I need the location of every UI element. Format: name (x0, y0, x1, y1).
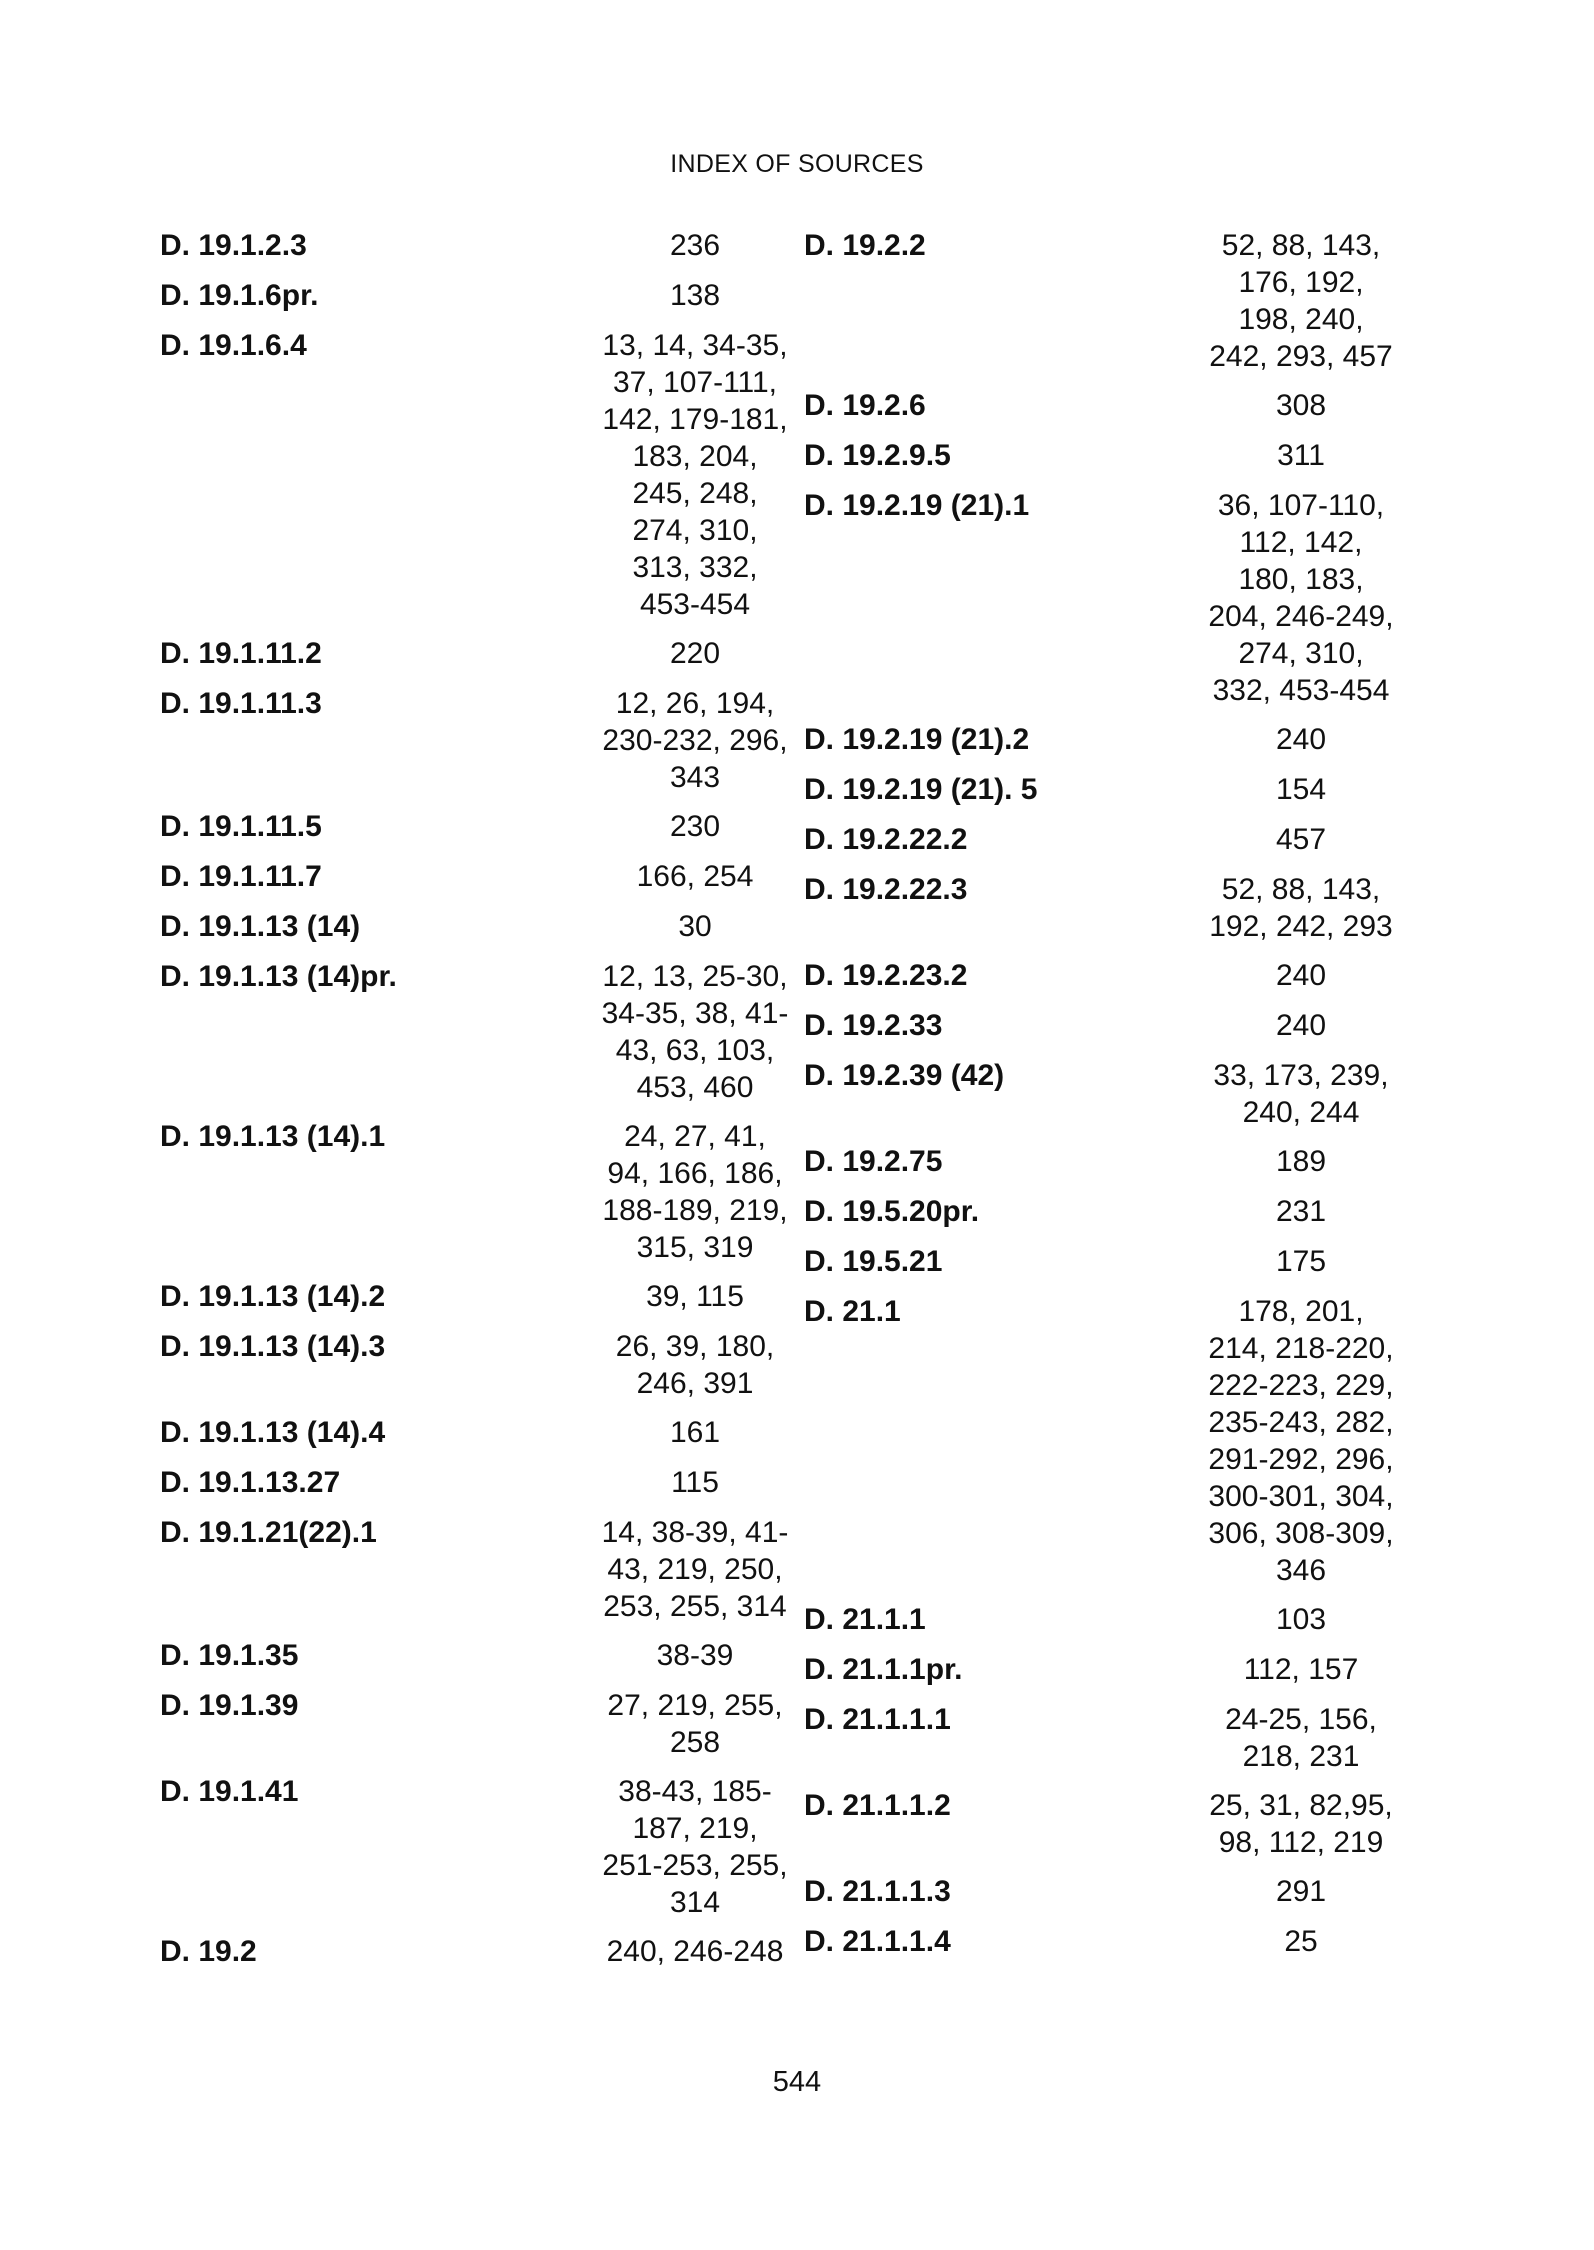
index-entry (160, 635, 800, 673)
index-entry (160, 685, 800, 796)
page-references (590, 277, 800, 314)
page-reference-line: 240, 246-248 (606, 1935, 784, 1968)
page-references (590, 908, 800, 945)
index-entry (804, 437, 1444, 475)
page-reference-line: 52, 88, 143, (1221, 229, 1381, 262)
page-reference-line: 314 (669, 1886, 721, 1919)
running-header: INDEX OF SOURCES (670, 150, 924, 178)
source-reference: D. 19.1.11.5 (160, 810, 322, 843)
source-reference: D. 19.1.13.27 (160, 1466, 341, 1499)
index-entry (804, 1007, 1444, 1045)
page-reference-line: 453-454 (639, 588, 751, 621)
page-reference-line: 112, 142, (1239, 526, 1363, 559)
page-reference-line: 161 (669, 1416, 721, 1449)
page-reference-line: 138 (669, 279, 721, 312)
page-references (1191, 1293, 1411, 1589)
page-reference-line: 27, 219, 255, (607, 1689, 783, 1722)
page-reference-line: 204, 246-249, (1208, 600, 1394, 633)
page-references (1191, 1007, 1411, 1044)
page-reference-line: 142, 179-181, (602, 403, 788, 436)
index-entry (804, 387, 1444, 425)
index-entry (160, 227, 800, 265)
page-references (590, 858, 800, 895)
page-reference-line: 343 (669, 761, 721, 794)
index-entry (160, 1687, 800, 1761)
page-reference-line: 235-243, 282, (1208, 1406, 1394, 1439)
page-reference-line: 242, 293, 457 (1209, 340, 1393, 373)
index-entry (804, 1787, 1444, 1861)
source-reference: D. 19.1.11.3 (160, 687, 322, 720)
page-reference-line: 38-39 (656, 1639, 734, 1672)
source-reference: D. 19.2.19 (21). 5 (804, 773, 1038, 806)
page-references (590, 1278, 800, 1315)
page-reference-line: 246, 391 (636, 1367, 754, 1400)
index-entry (160, 327, 800, 623)
source-reference: D. 19.1.39 (160, 1689, 299, 1722)
page-reference-line: 311 (1277, 439, 1325, 472)
page-reference-line: 24, 27, 41, (624, 1120, 766, 1153)
source-reference: D. 21.1.1 (804, 1603, 926, 1636)
page-reference-line: 240 (1275, 959, 1327, 992)
page-reference-line: 175 (1275, 1245, 1327, 1278)
page-reference-line: 13, 14, 34-35, (602, 329, 788, 362)
page-reference-line: 154 (1275, 773, 1327, 806)
page-reference-line: 253, 255, 314 (603, 1590, 787, 1623)
page-references (1191, 1143, 1411, 1180)
source-reference: D. 19.1.21(22).1 (160, 1516, 377, 1549)
index-entry (160, 1414, 800, 1452)
page-reference-line: 39, 115 (646, 1280, 744, 1313)
index-entry (804, 1701, 1444, 1775)
page-reference-line: 176, 192, (1238, 266, 1364, 299)
source-reference: D. 21.1.1.1 (804, 1703, 951, 1736)
source-reference: D. 19.1.13 (14).4 (160, 1416, 386, 1449)
source-reference: D. 19.1.6.4 (160, 329, 307, 362)
page-reference-line: 34-35, 38, 41- (601, 997, 789, 1030)
page-reference-line: 274, 310, (632, 514, 758, 547)
page-reference-line: 103 (1275, 1603, 1327, 1636)
index-entry (160, 958, 800, 1106)
page-reference-line: 183, 204, (632, 440, 758, 473)
page-reference-line: 14, 38-39, 41- (601, 1516, 789, 1549)
page-reference-line: 43, 219, 250, (607, 1553, 783, 1586)
page-reference-line: 36, 107-110, (1217, 489, 1385, 522)
index-column-right (804, 227, 1444, 1973)
page-reference-line: 24-25, 156, (1225, 1703, 1377, 1736)
index-entry (804, 1651, 1444, 1689)
source-reference: D. 19.2.23.2 (804, 959, 968, 992)
index-entry (160, 1464, 800, 1502)
source-reference: D. 19.2.9.5 (804, 439, 951, 472)
index-entry (160, 858, 800, 896)
source-reference: D. 19.2.22.2 (804, 823, 968, 856)
source-reference: D. 19.2 (160, 1935, 257, 1968)
page-reference-line: 236 (669, 229, 721, 262)
page-references (1191, 721, 1411, 758)
page-reference-line: 94, 166, 186, (607, 1157, 783, 1190)
index-entry (804, 1923, 1444, 1961)
page-reference-line: 218, 231 (1242, 1740, 1360, 1773)
source-reference: D. 19.1.11.7 (160, 860, 322, 893)
source-reference: D. 19.1.13 (14)pr. (160, 960, 397, 993)
page-references (1191, 387, 1411, 424)
source-reference: D. 19.2.75 (804, 1145, 943, 1178)
page-reference-line: 112, 157 (1243, 1653, 1359, 1686)
index-entry (160, 1773, 800, 1921)
source-reference: D. 21.1 (804, 1295, 901, 1328)
page-references (1191, 487, 1411, 709)
page-reference-line: 313, 332, (632, 551, 758, 584)
page-reference-line: 291 (1275, 1875, 1327, 1908)
index-entry (804, 487, 1444, 709)
source-reference: D. 19.1.13 (14).3 (160, 1330, 386, 1363)
index-entry (160, 1278, 800, 1316)
index-entry (160, 1514, 800, 1625)
source-reference: D. 19.1.2.3 (160, 229, 307, 262)
index-entry (160, 1637, 800, 1675)
source-reference: D. 19.1.13 (14).2 (160, 1280, 386, 1313)
page-reference-line: 180, 183, (1238, 563, 1364, 596)
page-references (1191, 821, 1411, 858)
index-entry (804, 1243, 1444, 1281)
page-reference-line: 308 (1275, 389, 1327, 422)
source-reference: D. 21.1.1.2 (804, 1789, 951, 1822)
page-references (1191, 1651, 1411, 1688)
index-entry (804, 871, 1444, 945)
page-reference-line: 198, 240, (1238, 303, 1364, 336)
page-reference-line: 12, 13, 25-30, (602, 960, 788, 993)
page-reference-line: 43, 63, 103, (615, 1034, 775, 1067)
source-reference: D. 19.2.6 (804, 389, 926, 422)
source-reference: D. 19.2.33 (804, 1009, 943, 1042)
source-reference: D. 19.1.6pr. (160, 279, 319, 312)
page-reference-line: 188-189, 219, (602, 1194, 788, 1227)
page-number: 544 (772, 2066, 822, 2098)
page-references (590, 808, 800, 845)
page-references (590, 1514, 800, 1625)
page-references (1191, 1923, 1411, 1960)
source-reference: D. 19.2.19 (21).2 (804, 723, 1030, 756)
page-references (590, 327, 800, 623)
index-entry (804, 1873, 1444, 1911)
page-reference-line: 453, 460 (636, 1071, 754, 1104)
page-reference-line: 12, 26, 194, (615, 687, 775, 720)
page-references (590, 1933, 800, 1970)
index-entry (804, 1601, 1444, 1639)
index-entry (804, 821, 1444, 859)
page-reference-line: 192, 242, 293 (1209, 910, 1393, 943)
page-reference-line: 98, 112, 219 (1218, 1826, 1384, 1859)
page-reference-line: 457 (1275, 823, 1327, 856)
source-reference: D. 19.2.2 (804, 229, 926, 262)
page-reference-line: 346 (1275, 1554, 1327, 1587)
page-references (590, 1773, 800, 1921)
page-reference-line: 220 (669, 637, 721, 670)
page-references (590, 1687, 800, 1761)
page-reference-line: 306, 308-309, (1208, 1517, 1394, 1550)
page-reference-line: 52, 88, 143, (1221, 873, 1381, 906)
page-reference-line: 300-301, 304, (1208, 1480, 1394, 1513)
index-entry (804, 1143, 1444, 1181)
index-entry (160, 1328, 800, 1402)
page-references (590, 958, 800, 1106)
page-reference-line: 38-43, 185- (618, 1775, 772, 1808)
page-reference-line: 291-292, 296, (1208, 1443, 1394, 1476)
page-reference-line: 240 (1275, 1009, 1327, 1042)
page-references (590, 1414, 800, 1451)
page-references (1191, 227, 1411, 375)
index-entry (804, 227, 1444, 375)
source-reference: D. 19.1.11.2 (160, 637, 322, 670)
source-reference: D. 19.1.35 (160, 1639, 299, 1672)
source-reference: D. 19.5.20pr. (804, 1195, 980, 1228)
page-reference-line: 240 (1275, 723, 1327, 756)
page-references (1191, 871, 1411, 945)
page-reference-line: 115 (671, 1466, 719, 1499)
index-entry (160, 277, 800, 315)
source-reference: D. 19.1.13 (14).1 (160, 1120, 386, 1153)
source-reference: D. 19.1.13 (14) (160, 910, 361, 943)
source-reference: D. 21.1.1.4 (804, 1925, 951, 1958)
page-reference-line: 240, 244 (1242, 1096, 1360, 1129)
page-references (590, 1328, 800, 1402)
page-references (1191, 1873, 1411, 1910)
page-references (590, 1118, 800, 1266)
page-reference-line: 251-253, 255, (602, 1849, 788, 1882)
page-references (1191, 1193, 1411, 1230)
index-entry (804, 721, 1444, 759)
page-references (1191, 1601, 1411, 1638)
page-reference-line: 315, 319 (636, 1231, 754, 1264)
page-reference-line: 258 (669, 1726, 721, 1759)
page-references (590, 635, 800, 672)
index-entry (160, 1933, 800, 1971)
index-entry (804, 1057, 1444, 1131)
page-references (590, 227, 800, 264)
page-reference-line: 178, 201, (1238, 1295, 1364, 1328)
page-reference-line: 230 (669, 810, 721, 843)
index-entry (160, 908, 800, 946)
page-reference-line: 214, 218-220, (1208, 1332, 1394, 1365)
index-entry (160, 1118, 800, 1266)
page-reference-line: 230-232, 296, (602, 724, 788, 757)
source-reference: D. 19.2.22.3 (804, 873, 968, 906)
page-reference-line: 37, 107-111, (612, 366, 778, 399)
index-column-left (160, 227, 800, 1983)
index-entry (160, 808, 800, 846)
page-references (1191, 1787, 1411, 1861)
page-reference-line: 166, 254 (636, 860, 754, 893)
index-entry (804, 1293, 1444, 1589)
index-entry (804, 1193, 1444, 1231)
page-references (590, 1464, 800, 1501)
page-reference-line: 245, 248, (632, 477, 758, 510)
source-reference: D. 21.1.1.3 (804, 1875, 951, 1908)
page-references (590, 1637, 800, 1674)
source-reference: D. 19.2.19 (21).1 (804, 489, 1030, 522)
page-reference-line: 30 (678, 910, 712, 943)
page-references (1191, 1243, 1411, 1280)
source-reference: D. 19.5.21 (804, 1245, 943, 1278)
page-references (1191, 1057, 1411, 1131)
page-reference-line: 25 (1284, 1925, 1318, 1958)
page-references (1191, 771, 1411, 808)
page-reference-line: 33, 173, 239, (1213, 1059, 1389, 1092)
page-references (1191, 957, 1411, 994)
page-references (1191, 437, 1411, 474)
page-references (1191, 1701, 1411, 1775)
source-reference: D. 19.2.39 (42) (804, 1059, 1005, 1092)
index-entry (804, 771, 1444, 809)
source-reference: D. 19.1.41 (160, 1775, 299, 1808)
page-reference-line: 187, 219, (632, 1812, 758, 1845)
page-reference-line: 25, 31, 82,95, (1209, 1789, 1393, 1822)
page-references (590, 685, 800, 796)
page-reference-line: 189 (1275, 1145, 1327, 1178)
source-reference: D. 21.1.1pr. (804, 1653, 963, 1686)
page-reference-line: 231 (1275, 1195, 1327, 1228)
page-reference-line: 222-223, 229, (1208, 1369, 1394, 1402)
page-reference-line: 274, 310, (1238, 637, 1364, 670)
index-entry (804, 957, 1444, 995)
page-reference-line: 332, 453-454 (1212, 674, 1390, 707)
page-reference-line: 26, 39, 180, (615, 1330, 775, 1363)
